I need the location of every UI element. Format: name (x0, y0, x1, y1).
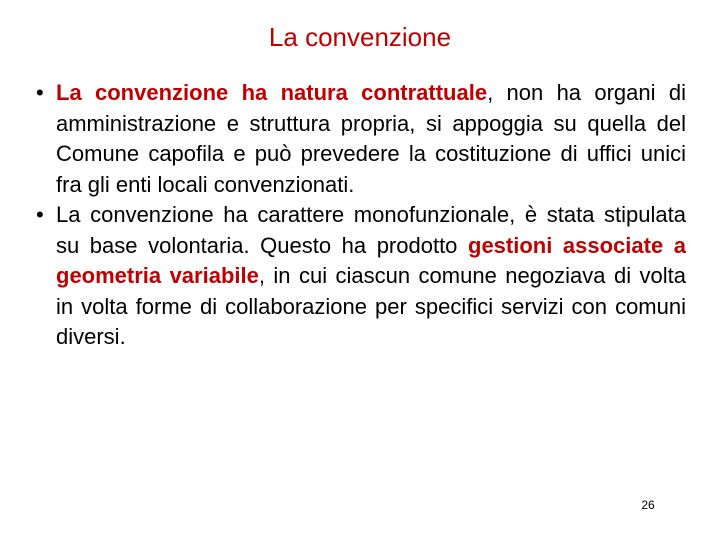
bullet-marker: • (36, 80, 44, 105)
page-number: 26 (641, 498, 655, 512)
highlighted-text: La convenzione ha natura contrattuale (56, 80, 488, 105)
body-text: , non ha organi di amministrazione e struttura propria, si appoggia su quella del Comune capofila e può prevedere la costituzione di uffici unici fra gli enti locali convenzionati. (56, 80, 686, 197)
slide-title: La convenzione (268, 22, 452, 52)
highlighted-text: gestioni associate a geometria variabile (56, 232, 686, 288)
bullet-item-1 (36, 78, 686, 200)
bullet-item-2 (36, 200, 686, 353)
body-text: La convenzione ha carattere monofunzionale, è stata stipulata su base volontaria. Questo ha prodotto (56, 202, 686, 258)
body-text: , in cui ciascun comune negoziava di volta in volta forme di collaborazione per specifici servizi con comuni diversi. (56, 263, 686, 349)
bullet-marker: • (36, 202, 44, 227)
bullet-list (36, 78, 686, 353)
